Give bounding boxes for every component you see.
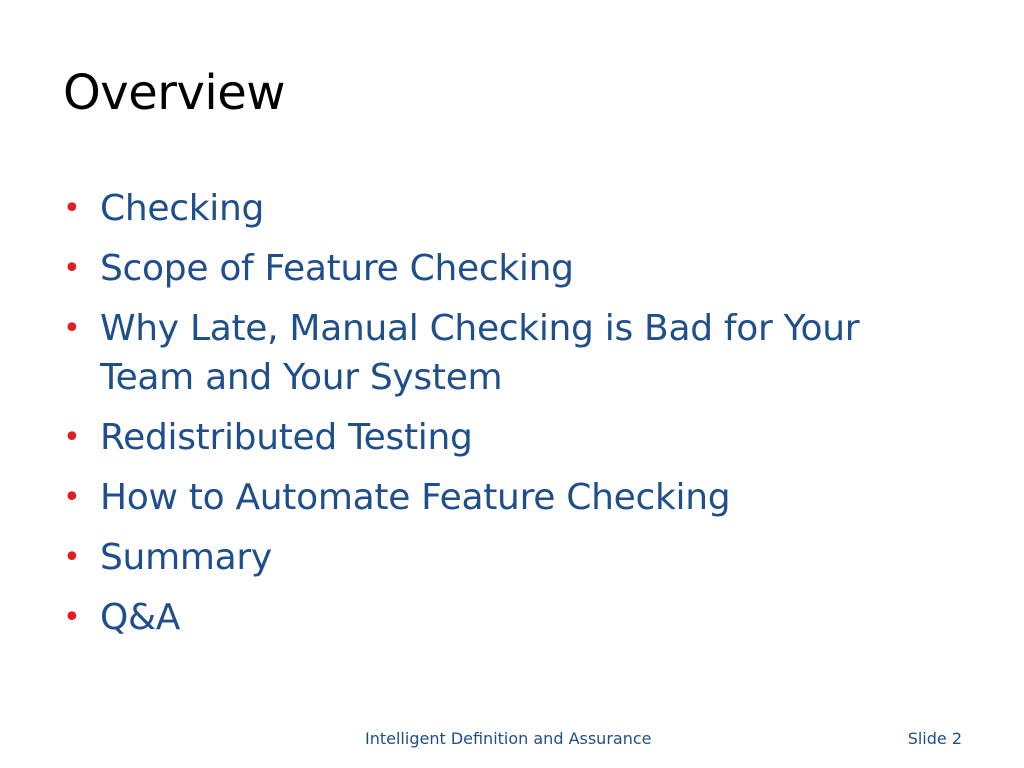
slide-number: Slide 2 [907,729,962,748]
bullet-item [63,184,963,233]
bullet-item [63,533,963,582]
bullet-marker: • [63,540,81,575]
bullet-marker: • [63,600,81,635]
bullet-marker: • [63,420,81,455]
bullet-item [63,593,963,642]
bullet-list [63,184,963,653]
bullet-item [63,244,963,293]
bullet-text: Redistributed Testing [100,417,473,458]
bullet-text: Scope of Feature Checking [100,248,574,289]
slide-title: Overview [63,65,285,121]
bullet-marker: • [63,251,81,286]
footer-text: Intelligent Definition and Assurance [365,729,652,748]
bullet-item [63,304,963,402]
bullet-text: How to Automate Feature Checking [100,477,731,518]
bullet-text: Why Late, Manual Checking is Bad for Your Team and Your System [100,308,860,398]
bullet-marker: • [63,191,81,226]
bullet-marker: • [63,311,81,346]
bullet-marker: • [63,480,81,515]
bullet-text: Checking [100,188,265,229]
bullet-text: Summary [100,537,272,578]
bullet-item [63,413,963,462]
bullet-item [63,473,963,522]
bullet-text: Q&A [100,597,181,638]
